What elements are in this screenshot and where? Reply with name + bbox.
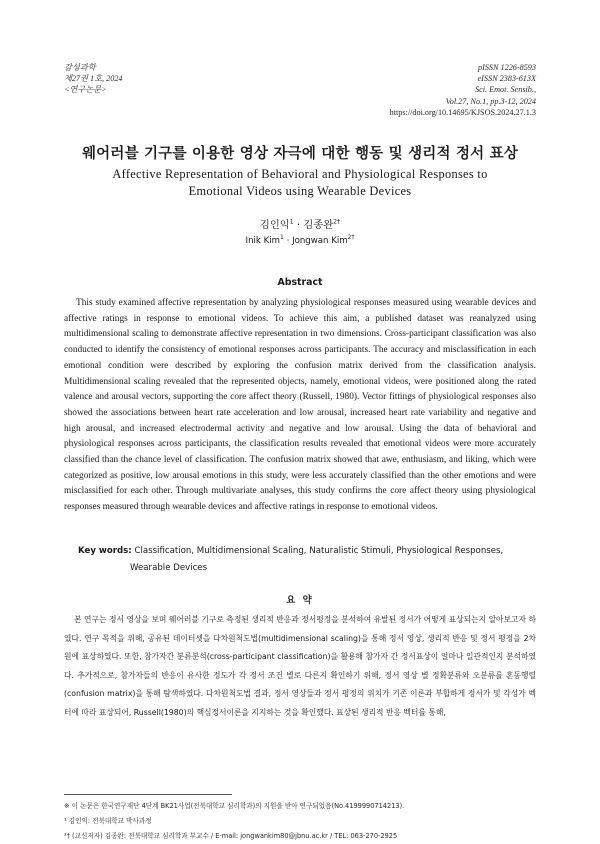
footnote-author-2: ²† (교신저자) 김종완: 전북대학교 심리학과 부교수 / E-mail: jongwankim80@jbnu.ac.kr / TEL: 063-270-2925 <box>64 832 398 840</box>
header-left <box>64 62 123 96</box>
eissn: eISSN 2383-613X <box>477 74 536 84</box>
title-english-line1: Affective Representation of Behavioral and Physiological Responses to <box>112 167 488 181</box>
author-2-ko-sup: 2† <box>333 218 341 226</box>
keywords-line2: Wearable Devices <box>130 563 208 573</box>
footnotes <box>64 799 404 844</box>
keywords-line1: Classification, Multidimensional Scaling, Naturalistic Stimuli, Physiological Responses, <box>134 546 504 556</box>
journal-name-ko: 감성과학 <box>64 63 96 72</box>
korean-abstract-heading: 요 약 <box>286 595 314 606</box>
journal-name-en: Sci. Emot. Sensib., <box>475 85 536 95</box>
authors-korean <box>0 216 600 231</box>
footnote-author-1: ¹ 김인익: 전북대학교 박사과정 <box>64 817 152 825</box>
keywords-label: Key words: <box>78 546 132 556</box>
header-right <box>390 62 536 118</box>
abstract-text: This study examined affective representation by analyzing physiological responses measured using wearable devices and affective ratings in response to emotional videos. To achieve this aim, a published dataset was reanalyzed using multidimensional scaling to demonstrate affective representation in two dimensions. Cross-participant classification was also conducted to identify the consistency of emotional responses across participants. The accuracy and misclassification in each emotional condition were described by exploring the confusion matrix derived from the classification analysis. Multidimensional scaling revealed that the represented objects, namely, emotional videos, were positioned along the rated valence and arousal vectors, supporting the core affect theory (Russell, 1980). Vector fittings of physiological responses also showed the associations between heart rate acceleration and low arousal, increased heart rate variability and negative and high arousal, and increased electrodermal activity and negative and low arousal. Using the data of behavioral and physiological responses across participants, the classification results revealed that emotional videos were more accurately classified than the chance level of classification. The confusion matrix showed that awe, enthusiasm, and liking, which were categorized as positive, low arousal emotions in this study, were less accurately classified than the other emotions and were misclassified for each other. Through multivariate analyses, this study confirms the core affect theory using physiological responses measured through wearable devices and affective ratings in response to emotional videos. <box>64 298 536 513</box>
volume-ko: 제27권 1호, 2024 <box>64 74 123 84</box>
title-korean: 웨어러블 기구를 이용한 영상 자극에 대한 행동 및 생리적 정서 표상 <box>81 146 519 162</box>
author-1-en-sup: 1 <box>280 234 284 242</box>
author-2-en: Jongwan Kim <box>292 236 348 246</box>
title-english-line2: Emotional Videos using Wearable Devices <box>188 184 412 198</box>
volume-en: Vol.27, No.1, pp.3-12, 2024 <box>445 96 536 106</box>
footnote-divider <box>64 794 232 795</box>
article-type: <연구논문> <box>64 85 107 95</box>
abstract-heading: Abstract <box>277 277 323 288</box>
author-1-ko: 김인익 <box>259 219 290 231</box>
korean-abstract-text: 본 연구는 정서 영상을 보며 웨어러블 기구로 측정된 생리적 반응과 정서평정을 분석하여 유발된 정서가 어떻게 표상되는지 알아보고자 하였다. 연구 목적을 위해, 공유된 데이터셋을 다차원척도법(multidimensional scaling)을 통해 정서 영상, 생리적 반응 및 정서 평정을 2차원에 표상하였다. 또한, 참가자간 분류분석(cross-participant classification)을 활용해 참가자 간 정서표상이 얼마나 일관적인지 분석하였다. 추가적으로, 참가자들의 반응이 유사한 정도가 각 정서 조건 별로 다른지 확인하기 위해, 정서 영상 별 정확분류와 오분류를 혼동행렬(confusion matrix)을 통해 탐색하였다. 다차원척도법 결과, 정서 영상들과 정서 평정의 위치가 기존 이론과 부합하게 정서가 및 각성가 벡터에 따라 표상되어, Russell(1980)의 핵심정서이론을 지지하는 것을 확인했다. 표상된 생리적 반응 벡터를 통해, <box>64 615 536 717</box>
keywords <box>78 543 503 577</box>
author-separator: · <box>296 219 301 231</box>
author-1-en: Inik Kim <box>245 236 281 246</box>
footnote-funding: ※ 이 논문은 한국연구재단 4단계 BK21사업(전북대학교 심리학과)의 지원을 받아 연구되었음(No.4199990714213). <box>64 802 405 810</box>
author-2-ko: 김종완 <box>303 219 334 231</box>
author-separator-en: · <box>286 236 290 246</box>
author-1-ko-sup: 1 <box>289 218 294 226</box>
title-english <box>0 166 600 200</box>
authors-english <box>0 236 600 246</box>
pissn: pISSN 1226-8593 <box>478 63 536 72</box>
author-2-en-sup: 2† <box>347 234 355 242</box>
doi-link[interactable]: https://doi.org/10.14695/KJSOS.2024.27.1.3 <box>389 107 536 117</box>
